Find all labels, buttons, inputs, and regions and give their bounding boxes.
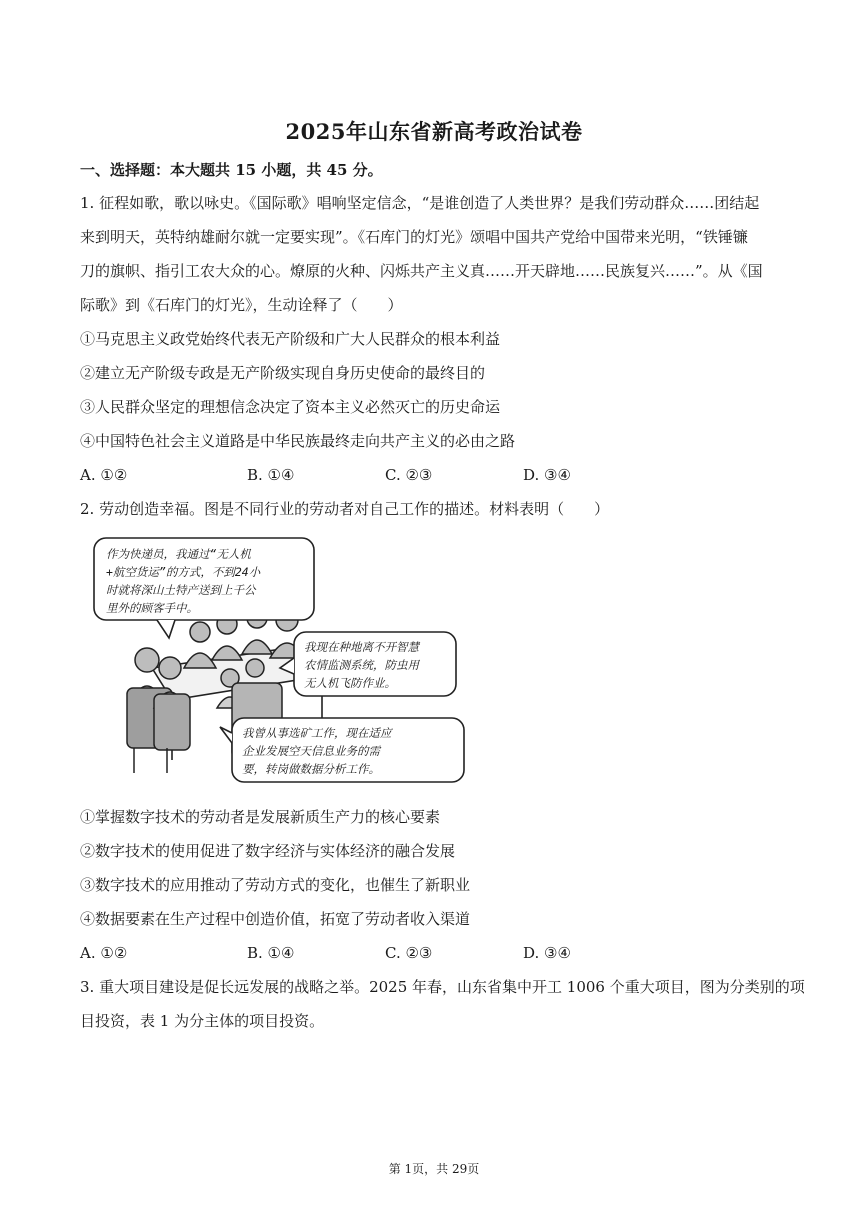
speech-bubble-analyst <box>220 718 464 782</box>
workers-illustration <box>72 528 467 788</box>
q2-statement: ③数字技术的应用推动了劳动方式的变化，也催生了新职业 <box>80 876 471 894</box>
speech-bubble-farmer <box>280 632 456 696</box>
q2-statement: ④数据要素在生产过程中创造价值，拓宽了劳动者收入渠道 <box>80 910 471 928</box>
bubble-analyst-line: 企业发展空天信息业务的需 <box>242 744 380 758</box>
bubble-courier-line: +航空货运”的方式，不到24小 <box>106 565 261 579</box>
section-header: 一、选择题：本大题共 15 小题，共 45 分。 <box>80 161 383 179</box>
q1-statement: ①马克思主义政党始终代表无产阶级和广大人民群众的根本利益 <box>80 330 501 348</box>
bubble-analyst-line: 要，转岗做数据分析工作。 <box>242 762 380 776</box>
q1-line: 来到明天，英特纳雄耐尔就一定要实现”。《石库门的灯光》颂唱中国共产党给中国带来光明，“铁锤镰 <box>80 228 748 246</box>
page-title: 2025年山东省新高考政治试卷 <box>285 119 583 144</box>
bubble-courier-line: 里外的顾客手中。 <box>106 601 198 615</box>
q2-statement: ②数字技术的使用促进了数字经济与实体经济的融合发展 <box>80 842 456 860</box>
q1-option-c[interactable]: C. ②③ <box>385 466 433 484</box>
q1-option-d[interactable]: D. ③④ <box>523 466 571 484</box>
q3-line: 目投资，表 1 为分主体的项目投资。 <box>80 1012 325 1030</box>
q1-line: 1. 征程如歌，歌以咏史。《国际歌》唱响坚定信念，“是谁创造了人类世界？是我们劳动群众……团结起 <box>80 194 760 212</box>
bubble-farmer-line: 无人机飞防作业。 <box>304 676 396 690</box>
q2-line: 2. 劳动创造幸福。图是不同行业的劳动者对自己工作的描述。材料表明（ ） <box>80 500 610 518</box>
page-footer: 第 1页，共 29页 <box>388 1162 480 1176</box>
q2-option-a[interactable]: A. ①② <box>80 944 128 962</box>
q1-line: 际歌》到《石库门的灯光》，生动诠释了（ ） <box>80 296 403 314</box>
q2-statement: ①掌握数字技术的劳动者是发展新质生产力的核心要素 <box>80 808 441 826</box>
q3-line: 3. 重大项目建设是促长远发展的战略之举。2025 年春，山东省集中开工 1006 个重大项目，图为分类别的项 <box>80 978 805 996</box>
bubble-farmer-line: 农情监测系统，防虫用 <box>304 658 419 672</box>
bubble-courier-line: 时就将深山土特产送到上千公 <box>106 583 256 597</box>
bubble-farmer-line: 我现在种地离不开智慧 <box>304 640 419 654</box>
q2-option-b[interactable]: B. ①④ <box>247 944 295 962</box>
q1-line: 刀的旗帜、指引工农大众的心。燎原的火种、闪烁共产主义真……开天辟地……民族复兴……”。从《国 <box>80 262 763 280</box>
bubble-analyst-line: 我曾从事选矿工作，现在适应 <box>242 726 392 740</box>
q1-statement: ③人民群众坚定的理想信念决定了资本主义必然灭亡的历史命运 <box>80 398 501 416</box>
bubble-courier-line: 作为快递员，我通过“无人机 <box>106 547 251 561</box>
q2-option-c[interactable]: C. ②③ <box>385 944 433 962</box>
q1-option-b[interactable]: B. ①④ <box>247 466 295 484</box>
q1-statement: ②建立无产阶级专政是无产阶级实现自身历史使命的最终目的 <box>80 364 486 382</box>
q1-option-a[interactable]: A. ①② <box>80 466 128 484</box>
q1-statement: ④中国特色社会主义道路是中华民族最终走向共产主义的必由之路 <box>80 432 516 450</box>
q2-option-d[interactable]: D. ③④ <box>523 944 571 962</box>
